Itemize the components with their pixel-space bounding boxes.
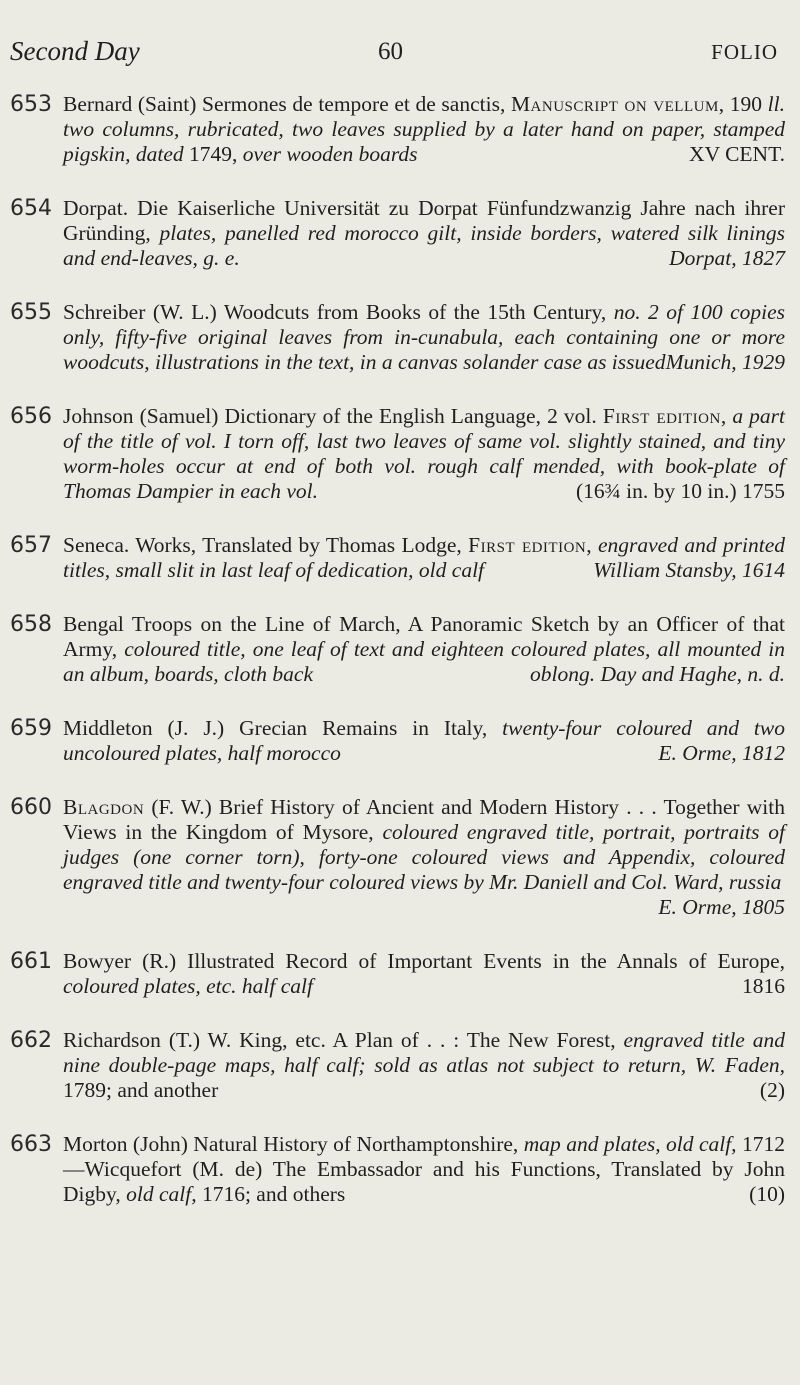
lot-number: 662 <box>10 1028 52 1053</box>
lot-description <box>63 196 785 271</box>
lot-number: 655 <box>10 300 52 325</box>
description-segment: a part of the title of vol. I torn off, last two leaves of same vol. slightly stained, and tiny worm-holes occur at end of both vol. rough calf mended, with book-plate of Thomas Dampier in each vol. <box>63 404 786 503</box>
lot-entry <box>0 533 800 583</box>
page-header <box>0 36 800 76</box>
lot-imprint: William Stansby, 1614 <box>593 558 785 582</box>
description-segment: Bowyer (R.) Illustrated Record of Important Events in the Annals of Europe, <box>63 949 785 973</box>
description-segment: Richardson (T.) W. King, etc. A Plan of . . : The New Forest, <box>63 1028 624 1052</box>
description-segment: Manuscript on vellum <box>510 92 719 116</box>
description-segment: old calf, <box>126 1182 197 1206</box>
description-segment: Blagdon <box>63 795 145 819</box>
description-segment: 1716; and others <box>196 1182 346 1206</box>
sale-day-title: Second Day <box>10 36 140 66</box>
lot-imprint: E. Orme, 1805 <box>658 895 785 919</box>
description-segment: ll. two columns, rubricated, two leaves supplied by a later hand on paper, stamped pigskin, dated <box>63 92 785 166</box>
section-label: FOLIO <box>711 40 778 64</box>
lot-entry <box>0 612 800 687</box>
lot-description <box>63 1028 785 1103</box>
lot-number: 653 <box>10 92 52 117</box>
description-segment: plates, panelled red morocco gilt, inside borders, watered silk linings and end-leaves, g. e. <box>63 221 785 270</box>
page-number: 60 <box>378 38 403 65</box>
description-segment: Seneca. Works, Translated by Thomas Lodge, <box>63 533 469 557</box>
lot-description <box>63 949 785 999</box>
description-segment: over wooden boards <box>242 142 418 166</box>
lot-description <box>63 404 785 504</box>
description-segment: engraved title and nine double-page maps, half calf; sold as atlas not subject to return, W. Faden, <box>63 1028 785 1077</box>
lot-number: 660 <box>10 795 52 820</box>
lot-imprint: E. Orme, 1812 <box>658 741 785 765</box>
description-segment: Bengal Troops on the Line of March, A Panoramic Sketch by an Officer of that Army, <box>63 612 785 661</box>
lot-description <box>63 795 785 920</box>
description-segment: , <box>720 404 733 428</box>
lot-number: 659 <box>10 716 52 741</box>
lot-number: 656 <box>10 404 52 429</box>
description-segment: coloured engraved title, portrait, portraits of judges (one corner torn), forty-one coloured views and Appendix, coloured engraved title and twenty-four coloured views by Mr. Daniell and Col. Ward, russia <box>63 820 785 894</box>
description-segment: coloured plates, etc. half calf <box>63 974 313 998</box>
lot-number: 661 <box>10 949 52 974</box>
lot-entry <box>0 404 800 504</box>
lot-entry <box>0 92 800 167</box>
lot-imprint: oblong. Day and Haghe, n. d. <box>530 662 785 686</box>
description-segment: (F. W.) Brief History of Ancient and Modern History . . . Together with Views in the Kingdom of Mysore, <box>63 795 785 844</box>
description-segment: , <box>586 533 598 557</box>
description-segment: 1789; and another <box>63 1078 219 1102</box>
lot-imprint: XV CENT. <box>689 142 785 166</box>
lot-entry <box>0 795 800 920</box>
lot-number: 663 <box>10 1132 52 1157</box>
lot-number: 658 <box>10 612 52 637</box>
lot-description <box>63 300 785 375</box>
lot-description <box>63 716 785 766</box>
lot-entry <box>0 716 800 766</box>
description-segment: Johnson (Samuel) Dictionary of the English Language, 2 vol. <box>63 404 603 428</box>
lot-imprint: (2) <box>759 1078 785 1102</box>
description-segment: First edition <box>602 404 721 428</box>
lot-imprint: (10) <box>749 1182 785 1206</box>
description-segment: no. 2 of 100 copies only, fifty-five original leaves from in-cunabula, each containing one or more woodcuts, illustrations in the text, in a canvas solander case as issued <box>63 300 786 374</box>
lot-imprint: Dorpat, 1827 <box>669 246 785 270</box>
lot-imprint: 1816 <box>742 974 785 998</box>
description-segment: twenty-four coloured and two uncoloured plates, half morocco <box>63 716 785 765</box>
lot-entry <box>0 1132 800 1207</box>
lot-entry <box>0 196 800 271</box>
description-segment: coloured title, one leaf of text and eighteen coloured plates, all mounted in an album, boards, cloth back <box>63 637 786 686</box>
lot-list <box>0 92 800 1236</box>
lot-imprint: (16¾ in. by 10 in.) 1755 <box>575 479 785 503</box>
lot-number: 654 <box>10 196 52 221</box>
description-segment: engraved and printed titles, small slit in last leaf of dedication, old calf <box>63 533 786 582</box>
lot-description <box>63 1132 785 1207</box>
description-segment: map and plates, old calf, <box>523 1132 737 1156</box>
description-segment: Dorpat. Die Kaiserliche Universität zu Dorpat Fünfundzwanzig Jahre nach ihrer Gründing, <box>63 196 785 245</box>
description-segment: First edition <box>468 533 587 557</box>
lot-entry <box>0 1028 800 1103</box>
lot-imprint: Munich, 1929 <box>665 350 785 374</box>
lot-entry <box>0 300 800 375</box>
lot-description <box>63 533 785 583</box>
lot-entry <box>0 949 800 999</box>
description-segment: 1749, <box>189 142 243 166</box>
description-segment: Middleton (J. J.) Grecian Remains in Italy, <box>63 716 503 740</box>
description-segment: Bernard (Saint) Sermones de tempore et de sanctis, <box>63 92 511 116</box>
description-segment: , 190 <box>718 92 768 116</box>
lot-number: 657 <box>10 533 52 558</box>
lot-description <box>63 612 785 687</box>
lot-description <box>63 92 785 167</box>
description-segment: Morton (John) Natural History of Northamptonshire, <box>63 1132 524 1156</box>
description-segment: 1712—Wicquefort (M. de) The Embassador and his Functions, Translated by John Digby, <box>63 1132 785 1206</box>
description-segment: Schreiber (W. L.) Woodcuts from Books of the 15th Century, <box>63 300 614 324</box>
